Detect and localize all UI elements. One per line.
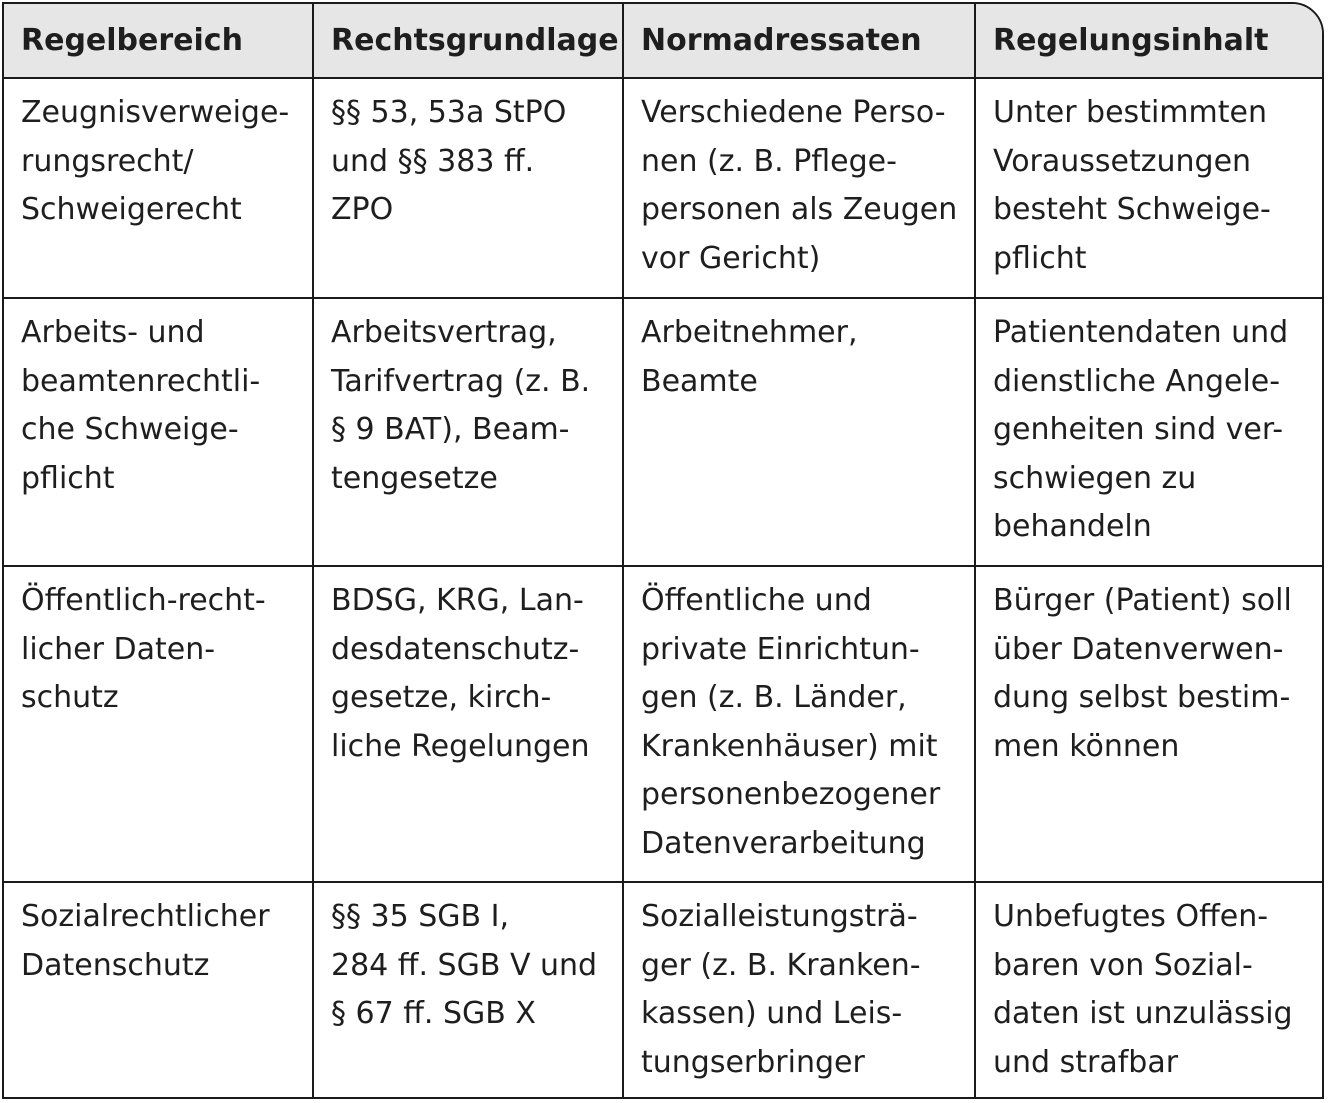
cell-text: §§ 35 SGB I, 284 ff. SGB V und § 67 ff. SGB X <box>331 899 598 1031</box>
cell-text: Patientendaten und dienstliche Angele- genheiten sind ver- schwiegen zu behandeln <box>993 315 1289 544</box>
table-cell <box>975 298 1322 566</box>
table-cell <box>4 882 313 1099</box>
table-cell <box>313 298 623 566</box>
table-cell <box>4 298 313 566</box>
table-cell <box>623 78 975 298</box>
table-cell <box>975 882 1322 1099</box>
cell-text: Arbeits- und beamtenrechtli- che Schweige- pflicht <box>21 315 261 496</box>
table-cell <box>4 78 313 298</box>
cell-text: §§ 53, 53a StPO und §§ 383 ff. ZPO <box>331 95 567 227</box>
table-row <box>4 298 1322 566</box>
table-row <box>4 882 1322 1099</box>
table-cell <box>623 298 975 566</box>
table-cell <box>313 78 623 298</box>
column-header-normadressaten: Normadressaten <box>623 4 975 78</box>
column-header-regelungsinhalt: Regelungsinhalt <box>975 4 1322 78</box>
cell-text: Arbeitsvertrag, Tarifvertrag (z. B. § 9 BAT), Beam- tengesetze <box>331 315 591 496</box>
cell-text: BDSG, KRG, Lan- desdatenschutz- gesetze, kirch- liche Regelungen <box>331 583 590 764</box>
cell-text: Sozialleistungsträ- ger (z. B. Kranken- kassen) und Leis- tungserbringer <box>641 899 921 1080</box>
cell-text: Zeugnisverweige- rungsrecht/ Schweigerecht <box>21 95 290 227</box>
cell-text: Öffentlich-recht- licher Daten- schutz <box>21 583 266 715</box>
cell-text: Verschiedene Perso- nen (z. B. Pflege- personen als Zeugen vor Gericht) <box>641 95 958 276</box>
table-cell <box>313 882 623 1099</box>
table-header-row <box>4 4 1322 78</box>
table-cell <box>313 566 623 882</box>
table-cell <box>623 882 975 1099</box>
table-cell <box>4 566 313 882</box>
column-header-regelbereich: Regelbereich <box>4 4 313 78</box>
cell-text: Öffentliche und private Einrichtun- gen (z. B. Länder, Krankenhäuser) mit personenbezogener Datenverarbeitung <box>641 583 941 861</box>
cell-text: Unter bestimmten Voraussetzungen besteht Schweige- pflicht <box>993 95 1271 276</box>
column-header-rechtsgrundlage: Rechtsgrundlage <box>313 4 623 78</box>
table-cell <box>975 78 1322 298</box>
legal-overview-table-frame <box>2 2 1324 1099</box>
table-row <box>4 566 1322 882</box>
table-row <box>4 78 1322 298</box>
cell-text: Sozialrechtlicher Datenschutz <box>21 899 270 983</box>
table-cell <box>623 566 975 882</box>
table-cell <box>975 566 1322 882</box>
cell-text: Arbeitnehmer, Beamte <box>641 315 858 399</box>
legal-overview-table <box>4 4 1322 1099</box>
cell-text: Unbefugtes Offen- baren von Sozial- daten ist unzulässig und strafbar <box>993 899 1293 1080</box>
cell-text: Bürger (Patient) soll über Datenverwen- dung selbst bestim- men können <box>993 583 1292 764</box>
